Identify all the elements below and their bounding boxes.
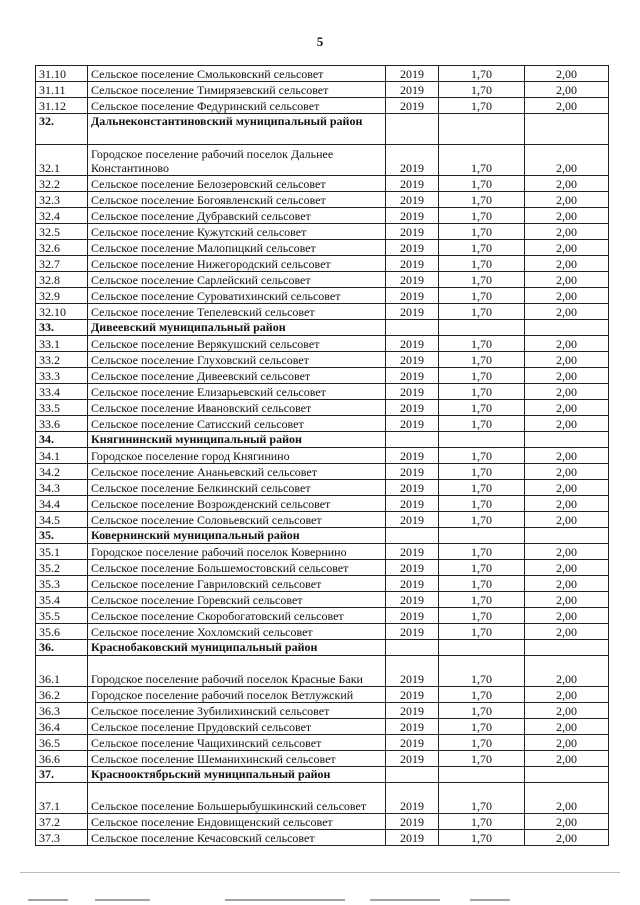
settlement-name-cell: Сельское поселение Малопицкий сельсовет: [88, 240, 386, 256]
value-1-cell: 1,70: [439, 608, 525, 624]
table-row: [36, 608, 609, 624]
value-2-cell: 2,00: [525, 208, 609, 224]
year-cell: 2019: [386, 240, 439, 256]
value-2-cell: [525, 432, 609, 448]
table-row: [36, 592, 609, 608]
value-2-cell: 2,00: [525, 624, 609, 640]
year-cell: [386, 640, 439, 656]
value-2-cell: 2,00: [525, 496, 609, 512]
row-number-cell: 32.10: [36, 304, 88, 320]
table-row: [36, 352, 609, 368]
settlement-name-cell: Дальнеконстантиновский муниципальный район: [88, 114, 386, 145]
year-cell: 2019: [386, 560, 439, 576]
row-number-cell: 35.6: [36, 624, 88, 640]
table-row: [36, 224, 609, 240]
settlement-name-cell: Краснооктябрьский муниципальный район: [88, 767, 386, 783]
row-number-cell: 34.3: [36, 480, 88, 496]
value-1-cell: [439, 767, 525, 783]
value-2-cell: [525, 528, 609, 544]
settlement-name-cell: Сельское поселение Сатисский сельсовет: [88, 416, 386, 432]
value-1-cell: 1,70: [439, 192, 525, 208]
value-2-cell: 2,00: [525, 368, 609, 384]
value-1-cell: 1,70: [439, 400, 525, 416]
value-1-cell: 1,70: [439, 256, 525, 272]
table-row: [36, 288, 609, 304]
value-1-cell: [439, 528, 525, 544]
settlements-table: [35, 65, 609, 846]
settlement-name-cell: Сельское поселение Возрожденский сельсовет: [88, 496, 386, 512]
row-number-cell: 32.6: [36, 240, 88, 256]
year-cell: 2019: [386, 656, 439, 687]
value-1-cell: 1,70: [439, 480, 525, 496]
settlement-name-cell: Сельское поселение Скоробогатовский сельсовет: [88, 608, 386, 624]
table-row: [36, 719, 609, 735]
row-number-cell: 37.2: [36, 814, 88, 830]
year-cell: 2019: [386, 544, 439, 560]
value-2-cell: 2,00: [525, 224, 609, 240]
scan-artifact-dash: [225, 899, 345, 901]
row-number-cell: 35.: [36, 528, 88, 544]
value-2-cell: 2,00: [525, 272, 609, 288]
value-2-cell: 2,00: [525, 176, 609, 192]
value-1-cell: 1,70: [439, 576, 525, 592]
row-number-cell: 31.11: [36, 82, 88, 98]
row-number-cell: 32.7: [36, 256, 88, 272]
value-2-cell: 2,00: [525, 512, 609, 528]
value-1-cell: 1,70: [439, 512, 525, 528]
settlement-name-cell: Городское поселение рабочий поселок Ковернино: [88, 544, 386, 560]
row-number-cell: 34.4: [36, 496, 88, 512]
value-2-cell: 2,00: [525, 480, 609, 496]
row-number-cell: 33.3: [36, 368, 88, 384]
value-1-cell: 1,70: [439, 560, 525, 576]
year-cell: 2019: [386, 416, 439, 432]
value-1-cell: 1,70: [439, 208, 525, 224]
value-2-cell: 2,00: [525, 608, 609, 624]
settlement-name-cell: Сельское поселение Дивеевский сельсовет: [88, 368, 386, 384]
year-cell: 2019: [386, 368, 439, 384]
table-row: [36, 384, 609, 400]
value-2-cell: 2,00: [525, 448, 609, 464]
row-number-cell: 36.1: [36, 656, 88, 687]
settlement-name-cell: Сельское поселение Прудовский сельсовет: [88, 719, 386, 735]
settlement-name-cell: Ковернинский муниципальный район: [88, 528, 386, 544]
value-1-cell: 1,70: [439, 288, 525, 304]
table-row: [36, 496, 609, 512]
year-cell: 2019: [386, 288, 439, 304]
year-cell: 2019: [386, 98, 439, 114]
table-row: [36, 751, 609, 767]
year-cell: 2019: [386, 576, 439, 592]
row-number-cell: 35.4: [36, 592, 88, 608]
value-1-cell: [439, 320, 525, 336]
value-2-cell: 2,00: [525, 336, 609, 352]
value-2-cell: 2,00: [525, 687, 609, 703]
row-number-cell: 32.5: [36, 224, 88, 240]
value-1-cell: 1,70: [439, 687, 525, 703]
settlement-name-cell: Сельское поселение Верякушский сельсовет: [88, 336, 386, 352]
value-2-cell: 2,00: [525, 82, 609, 98]
value-2-cell: 2,00: [525, 576, 609, 592]
value-1-cell: 1,70: [439, 703, 525, 719]
scan-artifact-dash: [370, 899, 440, 901]
settlement-name-cell: Княгининский муниципальный район: [88, 432, 386, 448]
settlement-name-cell: Сельское поселение Богоявленский сельсовет: [88, 192, 386, 208]
row-number-cell: 34.1: [36, 448, 88, 464]
value-2-cell: 2,00: [525, 735, 609, 751]
row-number-cell: 32.4: [36, 208, 88, 224]
settlement-name-cell: Сельское поселение Белозеровский сельсовет: [88, 176, 386, 192]
row-number-cell: 32.: [36, 114, 88, 145]
value-2-cell: 2,00: [525, 560, 609, 576]
value-1-cell: 1,70: [439, 304, 525, 320]
table-body: [36, 66, 609, 846]
value-1-cell: 1,70: [439, 98, 525, 114]
value-1-cell: 1,70: [439, 82, 525, 98]
value-2-cell: 2,00: [525, 814, 609, 830]
year-cell: 2019: [386, 256, 439, 272]
value-2-cell: 2,00: [525, 464, 609, 480]
table-row: [36, 703, 609, 719]
row-number-cell: 36.6: [36, 751, 88, 767]
row-number-cell: 34.5: [36, 512, 88, 528]
table-row: [36, 735, 609, 751]
value-1-cell: 1,70: [439, 448, 525, 464]
settlement-name-cell: Сельское поселение Горевский сельсовет: [88, 592, 386, 608]
settlement-name-cell: Городское поселение город Княгинино: [88, 448, 386, 464]
district-header-row: [36, 114, 609, 145]
district-header-row: [36, 640, 609, 656]
year-cell: 2019: [386, 719, 439, 735]
district-header-row: [36, 528, 609, 544]
year-cell: 2019: [386, 735, 439, 751]
row-number-cell: 34.2: [36, 464, 88, 480]
scan-artifact-dash: [28, 899, 68, 901]
table-row: [36, 464, 609, 480]
settlement-name-cell: Сельское поселение Кечасовский сельсовет: [88, 830, 386, 846]
year-cell: 2019: [386, 384, 439, 400]
value-2-cell: 2,00: [525, 145, 609, 176]
year-cell: 2019: [386, 512, 439, 528]
year-cell: 2019: [386, 145, 439, 176]
value-1-cell: 1,70: [439, 719, 525, 735]
table-row: [36, 176, 609, 192]
settlement-name-cell: Сельское поселение Дубравский сельсовет: [88, 208, 386, 224]
settlement-name-cell: Сельское поселение Чащихинский сельсовет: [88, 735, 386, 751]
year-cell: 2019: [386, 703, 439, 719]
year-cell: 2019: [386, 66, 439, 82]
year-cell: 2019: [386, 687, 439, 703]
row-number-cell: 32.9: [36, 288, 88, 304]
row-number-cell: 32.1: [36, 145, 88, 176]
row-number-cell: 34.: [36, 432, 88, 448]
year-cell: 2019: [386, 830, 439, 846]
value-1-cell: 1,70: [439, 176, 525, 192]
table-row: [36, 400, 609, 416]
row-number-cell: 35.2: [36, 560, 88, 576]
row-number-cell: 33.4: [36, 384, 88, 400]
year-cell: 2019: [386, 751, 439, 767]
value-2-cell: 2,00: [525, 98, 609, 114]
row-number-cell: 32.3: [36, 192, 88, 208]
row-number-cell: 35.3: [36, 576, 88, 592]
year-cell: [386, 767, 439, 783]
value-2-cell: 2,00: [525, 400, 609, 416]
value-2-cell: 2,00: [525, 352, 609, 368]
settlement-name-cell: Сельское поселение Соловьевский сельсовет: [88, 512, 386, 528]
value-2-cell: 2,00: [525, 830, 609, 846]
settlement-name-cell: Сельское поселение Глуховский сельсовет: [88, 352, 386, 368]
value-1-cell: 1,70: [439, 783, 525, 814]
value-1-cell: 1,70: [439, 592, 525, 608]
row-number-cell: 36.: [36, 640, 88, 656]
row-number-cell: 36.3: [36, 703, 88, 719]
settlement-name-cell: Сельское поселение Ивановский сельсовет: [88, 400, 386, 416]
table-row: [36, 560, 609, 576]
value-2-cell: 2,00: [525, 240, 609, 256]
value-2-cell: [525, 320, 609, 336]
table-row: [36, 416, 609, 432]
settlement-name-cell: Сельское поселение Суроватихинский сельсовет: [88, 288, 386, 304]
row-number-cell: 33.1: [36, 336, 88, 352]
table-row: [36, 656, 609, 687]
settlement-name-cell: Сельское поселение Белкинский сельсовет: [88, 480, 386, 496]
row-number-cell: 35.5: [36, 608, 88, 624]
year-cell: 2019: [386, 82, 439, 98]
row-number-cell: 33.: [36, 320, 88, 336]
settlement-name-cell: Сельское поселение Гавриловский сельсовет: [88, 576, 386, 592]
year-cell: 2019: [386, 176, 439, 192]
table-row: [36, 240, 609, 256]
settlement-name-cell: Краснобаковский муниципальный район: [88, 640, 386, 656]
value-1-cell: 1,70: [439, 624, 525, 640]
row-number-cell: 32.2: [36, 176, 88, 192]
year-cell: 2019: [386, 400, 439, 416]
settlement-name-cell: Сельское поселение Федуринский сельсовет: [88, 98, 386, 114]
value-1-cell: 1,70: [439, 368, 525, 384]
table-row: [36, 814, 609, 830]
row-number-cell: 33.5: [36, 400, 88, 416]
settlement-name-cell: Городское поселение рабочий поселок Ветлужский: [88, 687, 386, 703]
value-2-cell: [525, 767, 609, 783]
settlement-name-cell: Сельское поселение Тепелевский сельсовет: [88, 304, 386, 320]
year-cell: 2019: [386, 496, 439, 512]
year-cell: 2019: [386, 814, 439, 830]
year-cell: 2019: [386, 208, 439, 224]
year-cell: 2019: [386, 448, 439, 464]
table-row: [36, 145, 609, 176]
settlement-name-cell: Сельское поселение Большемостовский сельсовет: [88, 560, 386, 576]
year-cell: 2019: [386, 464, 439, 480]
value-2-cell: 2,00: [525, 783, 609, 814]
table-row: [36, 98, 609, 114]
value-1-cell: 1,70: [439, 656, 525, 687]
year-cell: 2019: [386, 224, 439, 240]
year-cell: 2019: [386, 336, 439, 352]
value-1-cell: [439, 432, 525, 448]
settlement-name-cell: Сельское поселение Шеманихинский сельсовет: [88, 751, 386, 767]
year-cell: 2019: [386, 272, 439, 288]
settlement-name-cell: Сельское поселение Ендовищенский сельсовет: [88, 814, 386, 830]
table-row: [36, 783, 609, 814]
scan-artifact-dash: [470, 899, 510, 901]
row-number-cell: 33.2: [36, 352, 88, 368]
value-2-cell: 2,00: [525, 656, 609, 687]
scan-artifact-dash: [95, 899, 150, 901]
value-1-cell: 1,70: [439, 830, 525, 846]
table-row: [36, 576, 609, 592]
value-2-cell: 2,00: [525, 544, 609, 560]
settlement-name-cell: Сельское поселение Кужутский сельсовет: [88, 224, 386, 240]
row-number-cell: 37.1: [36, 783, 88, 814]
settlement-name-cell: Сельское поселение Нижегородский сельсовет: [88, 256, 386, 272]
value-1-cell: 1,70: [439, 464, 525, 480]
table-row: [36, 368, 609, 384]
year-cell: [386, 114, 439, 145]
table-row: [36, 624, 609, 640]
year-cell: [386, 320, 439, 336]
settlement-name-cell: Дивеевский муниципальный район: [88, 320, 386, 336]
value-1-cell: 1,70: [439, 240, 525, 256]
value-1-cell: 1,70: [439, 352, 525, 368]
value-1-cell: [439, 114, 525, 145]
year-cell: 2019: [386, 480, 439, 496]
settlement-name-cell: Городское поселение рабочий поселок Красные Баки: [88, 656, 386, 687]
year-cell: 2019: [386, 608, 439, 624]
table-row: [36, 830, 609, 846]
year-cell: 2019: [386, 624, 439, 640]
table-row: [36, 256, 609, 272]
value-2-cell: 2,00: [525, 719, 609, 735]
value-2-cell: [525, 640, 609, 656]
row-number-cell: 31.10: [36, 66, 88, 82]
table-row: [36, 336, 609, 352]
settlement-name-cell: Городское поселение рабочий поселок Дальнее Константиново: [88, 145, 386, 176]
table-row: [36, 208, 609, 224]
table-row: [36, 82, 609, 98]
table-row: [36, 192, 609, 208]
year-cell: [386, 528, 439, 544]
value-2-cell: 2,00: [525, 66, 609, 82]
value-1-cell: 1,70: [439, 272, 525, 288]
year-cell: 2019: [386, 592, 439, 608]
table-row: [36, 480, 609, 496]
value-2-cell: 2,00: [525, 751, 609, 767]
value-2-cell: 2,00: [525, 416, 609, 432]
row-number-cell: 36.4: [36, 719, 88, 735]
settlement-name-cell: Сельское поселение Сарлейский сельсовет: [88, 272, 386, 288]
value-1-cell: 1,70: [439, 145, 525, 176]
table-row: [36, 448, 609, 464]
row-number-cell: 37.: [36, 767, 88, 783]
year-cell: 2019: [386, 352, 439, 368]
value-1-cell: [439, 640, 525, 656]
value-2-cell: 2,00: [525, 288, 609, 304]
value-1-cell: 1,70: [439, 416, 525, 432]
value-2-cell: [525, 114, 609, 145]
value-1-cell: 1,70: [439, 66, 525, 82]
settlement-name-cell: Сельское поселение Хохломский сельсовет: [88, 624, 386, 640]
value-1-cell: 1,70: [439, 224, 525, 240]
year-cell: 2019: [386, 304, 439, 320]
year-cell: 2019: [386, 192, 439, 208]
value-1-cell: 1,70: [439, 735, 525, 751]
district-header-row: [36, 767, 609, 783]
year-cell: 2019: [386, 783, 439, 814]
settlement-name-cell: Сельское поселение Зубилихинский сельсовет: [88, 703, 386, 719]
value-1-cell: 1,70: [439, 751, 525, 767]
value-1-cell: 1,70: [439, 814, 525, 830]
district-header-row: [36, 432, 609, 448]
value-1-cell: 1,70: [439, 496, 525, 512]
value-1-cell: 1,70: [439, 544, 525, 560]
value-1-cell: 1,70: [439, 336, 525, 352]
table-row: [36, 66, 609, 82]
scan-artifact-line: [20, 872, 620, 873]
row-number-cell: 32.8: [36, 272, 88, 288]
settlement-name-cell: Сельское поселение Елизарьевский сельсовет: [88, 384, 386, 400]
row-number-cell: 31.12: [36, 98, 88, 114]
district-header-row: [36, 320, 609, 336]
value-2-cell: 2,00: [525, 703, 609, 719]
row-number-cell: 33.6: [36, 416, 88, 432]
table-row: [36, 272, 609, 288]
value-2-cell: 2,00: [525, 384, 609, 400]
table-row: [36, 544, 609, 560]
row-number-cell: 35.1: [36, 544, 88, 560]
settlement-name-cell: Сельское поселение Смольковский сельсовет: [88, 66, 386, 82]
row-number-cell: 36.2: [36, 687, 88, 703]
settlement-name-cell: Сельское поселение Ананьевский сельсовет: [88, 464, 386, 480]
value-2-cell: 2,00: [525, 304, 609, 320]
value-1-cell: 1,70: [439, 384, 525, 400]
settlement-name-cell: Сельское поселение Большерыбушкинский сельсовет: [88, 783, 386, 814]
row-number-cell: 37.3: [36, 830, 88, 846]
table-row: [36, 687, 609, 703]
settlement-name-cell: Сельское поселение Тимирязевский сельсовет: [88, 82, 386, 98]
row-number-cell: 36.5: [36, 735, 88, 751]
value-2-cell: 2,00: [525, 192, 609, 208]
table-row: [36, 512, 609, 528]
value-2-cell: 2,00: [525, 592, 609, 608]
table-row: [36, 304, 609, 320]
value-2-cell: 2,00: [525, 256, 609, 272]
page-number: 5: [316, 34, 324, 49]
year-cell: [386, 432, 439, 448]
